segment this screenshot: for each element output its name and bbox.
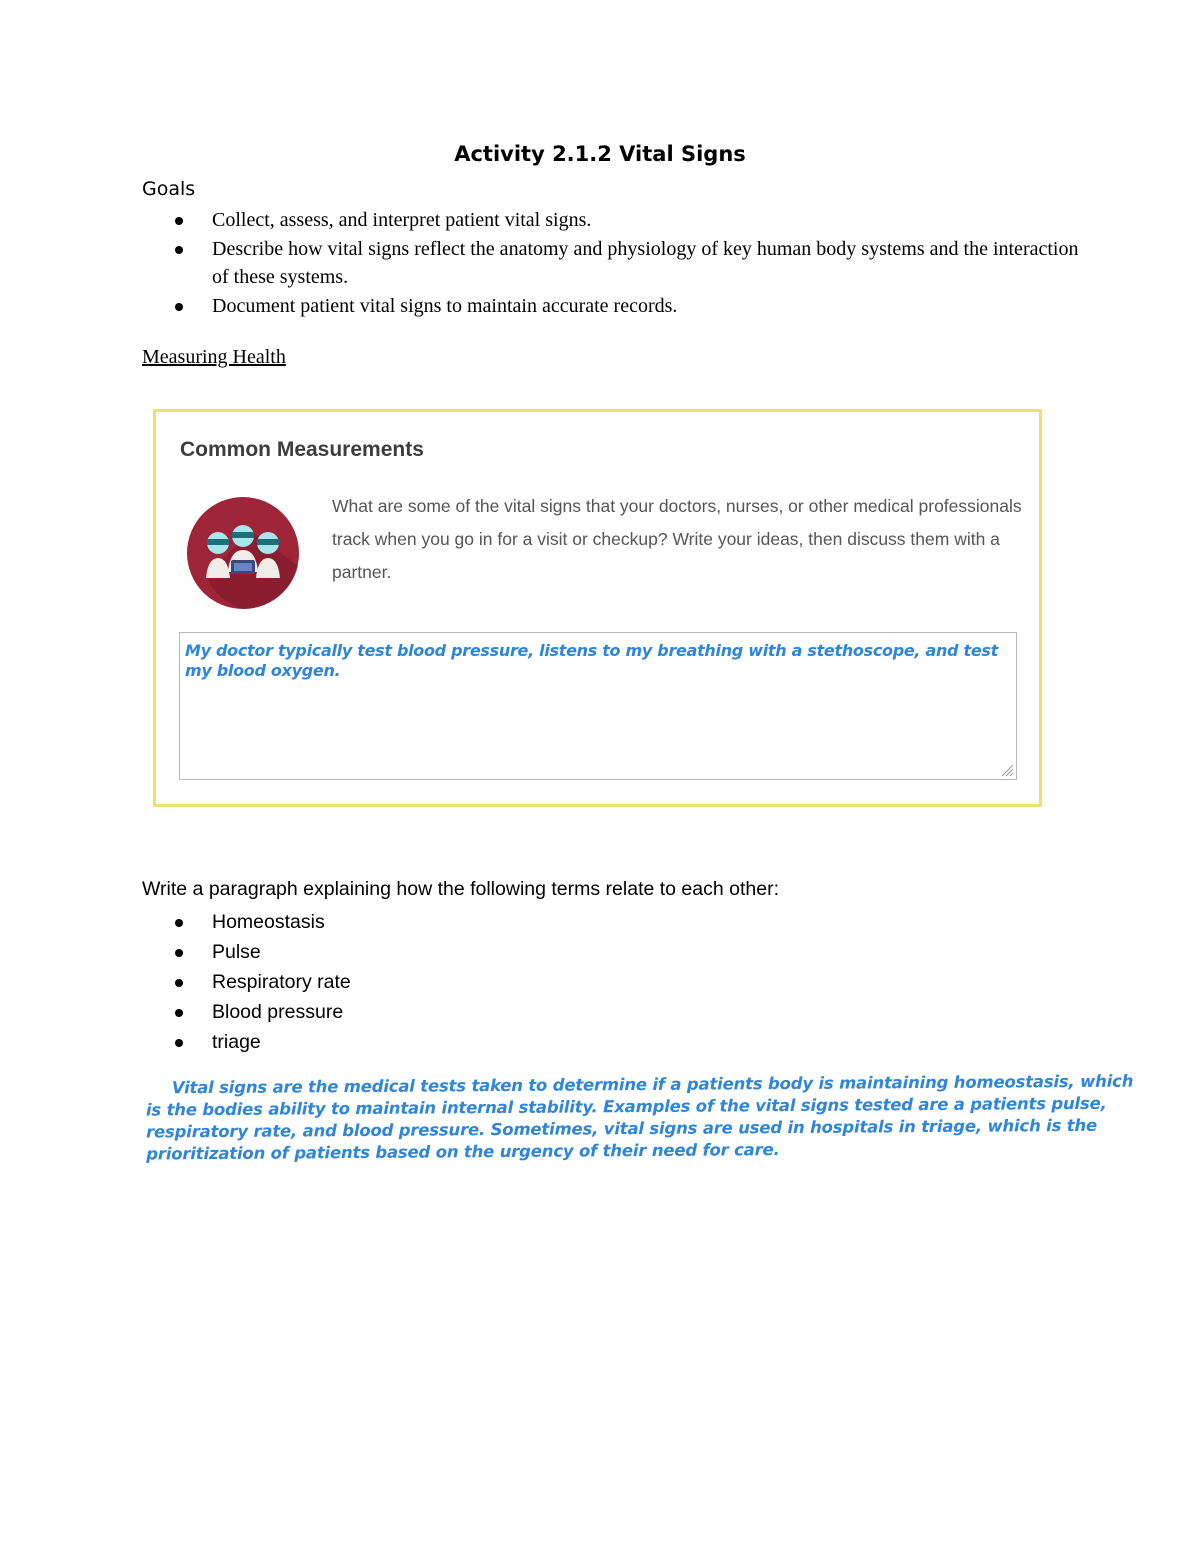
common-measurements-card	[153, 409, 1042, 807]
bullet-icon	[175, 1039, 183, 1047]
bullet-icon	[175, 1009, 183, 1017]
goal-text: Describe how vital signs reflect the anatomy and physiology of key human body systems and the interaction of these systems.	[212, 238, 1079, 288]
card-title: Common Measurements	[180, 438, 424, 461]
list-item	[142, 937, 351, 967]
list-item	[142, 997, 351, 1027]
goal-text: Document patient vital signs to maintain accurate records.	[212, 295, 678, 317]
bullet-icon	[175, 979, 183, 987]
term-text: Homeostasis	[212, 911, 325, 933]
list-item	[142, 967, 351, 997]
medical-professionals-icon	[186, 496, 300, 610]
resize-handle-icon[interactable]	[1000, 763, 1014, 777]
bullet-icon	[175, 303, 183, 311]
list-item	[142, 907, 351, 937]
list-item	[142, 1027, 351, 1057]
answer-text: My doctor typically test blood pressure, listens to my breathing with a stethoscope, and test my blood oxygen.	[185, 641, 998, 680]
bullet-icon	[175, 949, 183, 957]
goals-list	[142, 206, 1082, 321]
list-item	[142, 292, 1082, 320]
goal-text: Collect, assess, and interpret patient vital signs.	[212, 209, 592, 231]
term-text: triage	[212, 1031, 261, 1053]
card-prompt: What are some of the vital signs that your doctors, nurses, or other medical professionals track when you go in for a visit or checkup? Write your ideas, then discuss them with a partner.	[332, 496, 1022, 582]
list-item	[142, 235, 1082, 291]
paragraph-answer: Vital signs are the medical tests taken to determine if a patients body is maintaining homeostasis, which is the bodies ability to maintain internal stability. Examples of the vital signs tested are a patients pulse, respiratory rate, and blood pressure. Sometimes, vital signs are used in hospitals in triage, which is the prioritization of patients based on the urgency of their need for care.	[145, 1071, 1134, 1164]
answer-textarea[interactable]	[179, 632, 1017, 780]
term-text: Pulse	[212, 941, 261, 963]
term-text: Blood pressure	[212, 1001, 344, 1023]
paragraph-task-heading: Write a paragraph explaining how the following terms relate to each other:	[142, 878, 779, 900]
terms-list	[142, 907, 351, 1057]
term-text: Respiratory rate	[212, 971, 351, 993]
bullet-icon	[175, 217, 183, 225]
page-title: Activity 2.1.2 Vital Signs	[454, 142, 746, 166]
list-item	[142, 206, 1082, 234]
section-heading: Measuring Health	[142, 346, 286, 368]
bullet-icon	[175, 919, 183, 927]
bullet-icon	[175, 246, 183, 254]
goals-heading: Goals	[142, 178, 196, 200]
